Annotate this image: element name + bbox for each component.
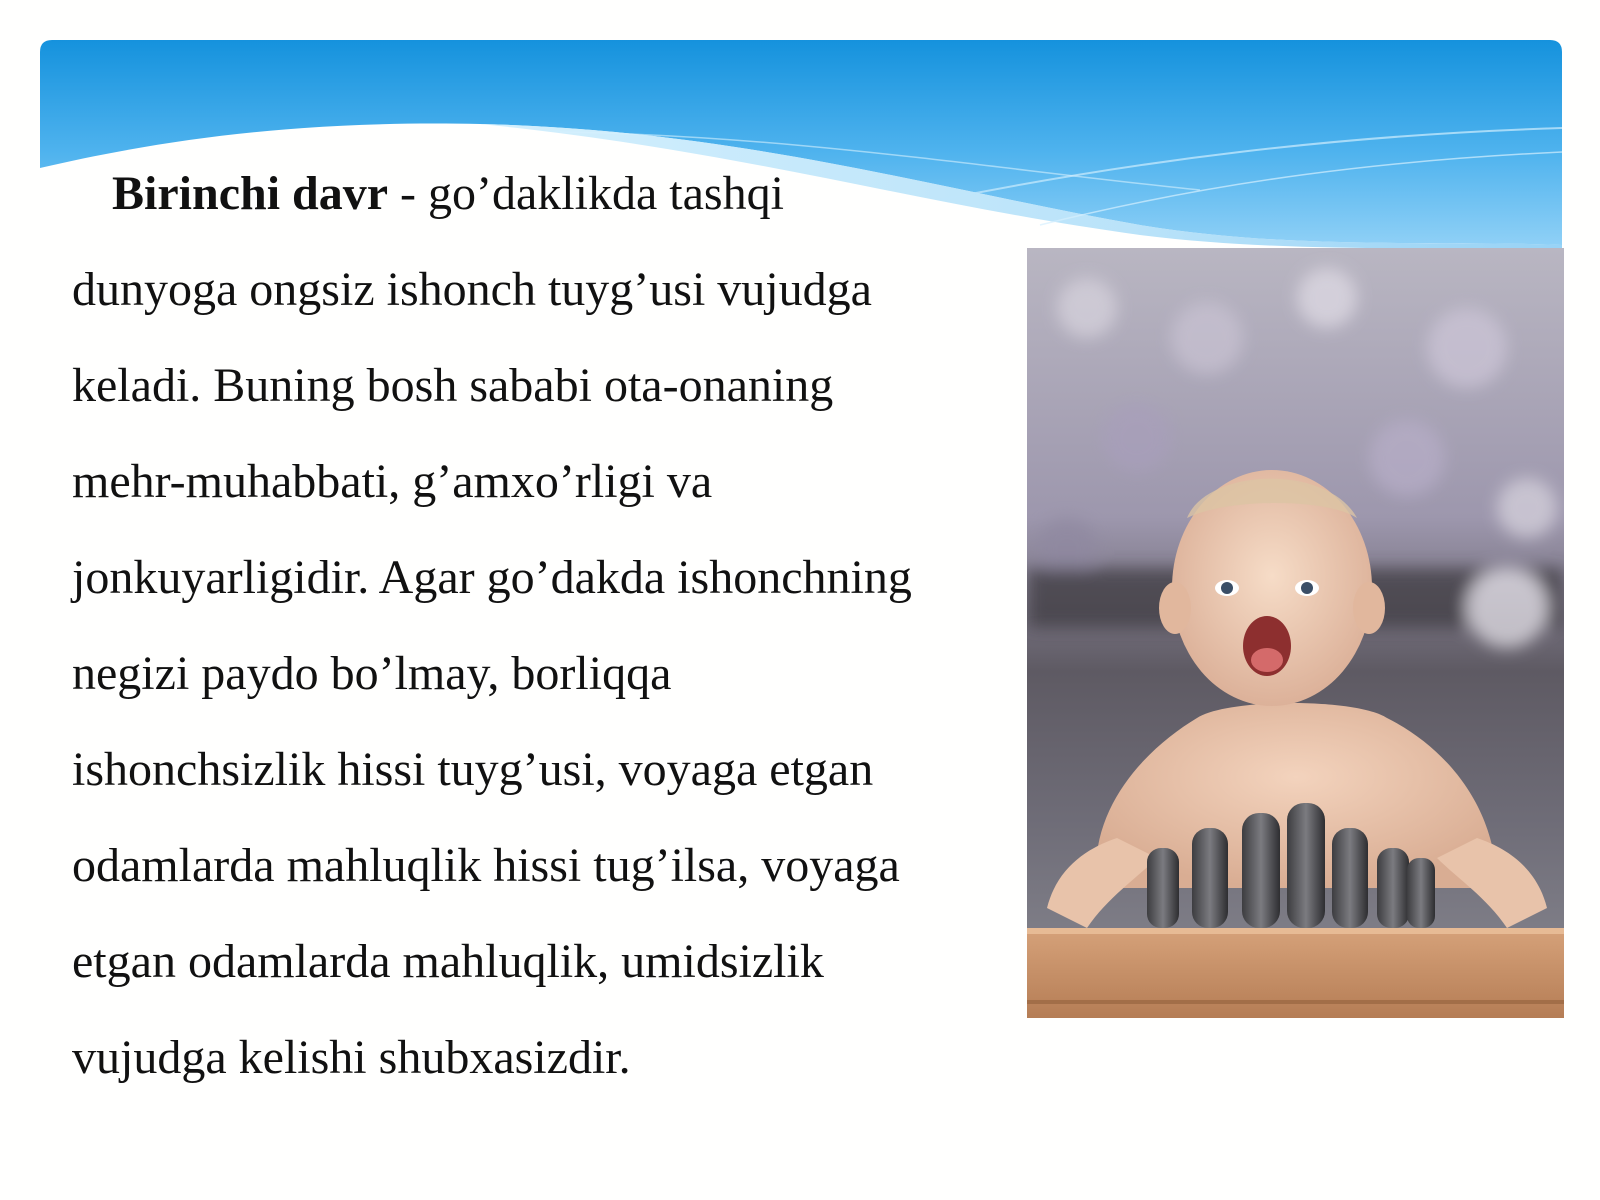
paragraph-line: mehr-muhabbati, g’amxo’rligi va (72, 455, 713, 508)
lead-rest: - go’daklikda tashqi (388, 167, 784, 220)
paragraph-line: dunyoga ongsiz ishonch tuyg’usi vujudga (72, 263, 872, 316)
paragraph (72, 146, 1032, 1106)
paragraph-line: jonkuyarligidir. Agar go’dakda ishonchning (72, 551, 912, 604)
baby-at-podium-photo (1027, 248, 1564, 1018)
paragraph-line: etgan odamlarda mahluqlik, umidsizlik (72, 935, 824, 988)
paragraph-line: vujudga kelishi shubxasizdir. (72, 1031, 631, 1084)
paragraph-line: keladi. Buning bosh sababi ota-onaning (72, 359, 834, 412)
paragraph-line: odamlarda mahluqlik hissi tug’ilsa, voyaga (72, 839, 900, 892)
paragraph-line-1 (72, 146, 1032, 242)
paragraph-line: negizi paydo bo’lmay, borliqqa (72, 647, 672, 700)
lead-term: Birinchi davr (112, 167, 389, 220)
paragraph-line: ishonchsizlik hissi tuyg’usi, voyaga etgan (72, 743, 874, 796)
